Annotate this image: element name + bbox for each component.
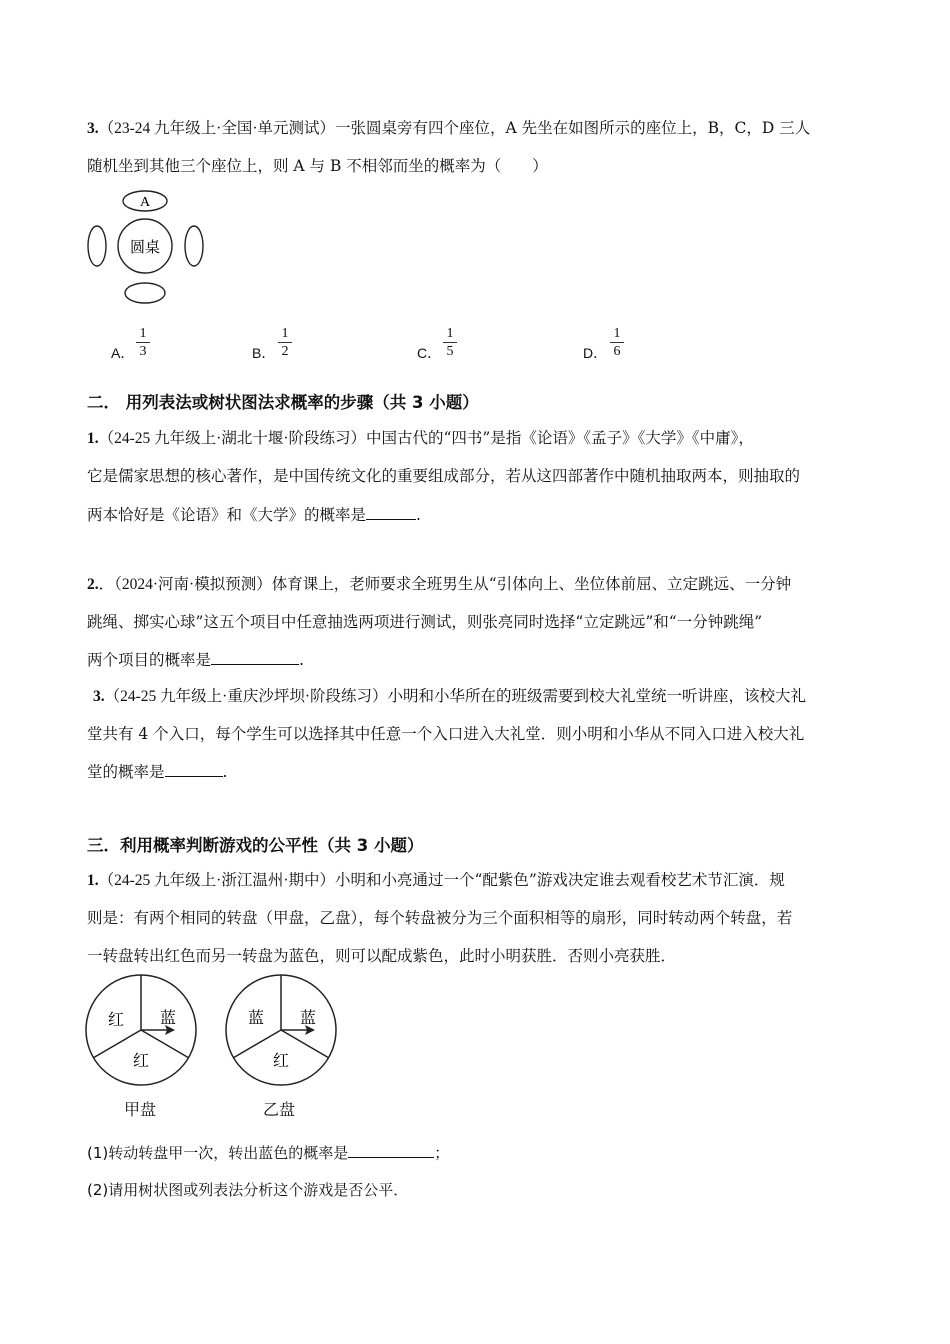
question-text: 体育课上，老师要求全班男生从“引体向上、坐位体前屈、立定跳远、一分钟 (271, 575, 792, 593)
section-2-title: 二． 用列表法或树状图法求概率的步骤（共 3 小题） (87, 393, 479, 412)
sector-label-bottom: 红 (132, 1051, 150, 1070)
s3-q1-line2: 则是：有两个相同的转盘（甲盘，乙盘），每个转盘被分为三个面积相等的扇形，同时转动两个转盘，若 (87, 909, 793, 927)
denominator: 2 (281, 344, 289, 359)
period: . (222, 763, 228, 781)
question-number: 2. (87, 576, 99, 593)
numerator: 1 (613, 326, 621, 341)
question-text: 中国古代的“四书”是指《论语》《孟子》《大学》《中庸》， (366, 429, 754, 447)
denominator: 5 (446, 344, 454, 359)
denominator: 3 (139, 344, 147, 359)
question-text: 堂的概率是 (87, 763, 165, 781)
spinner-jia-caption: 甲盘 (124, 1100, 157, 1119)
seat-left (88, 226, 106, 266)
option-c-fraction (443, 326, 457, 359)
seat-right (185, 226, 203, 266)
question-source: ．（2024·河南·模拟预测） (98, 576, 272, 593)
s2-q1-line1 (87, 427, 754, 450)
q3-line1 (87, 117, 810, 140)
numerator: 1 (281, 326, 289, 341)
question-number: 3. (93, 688, 105, 705)
spinner-yi-caption: 乙盘 (263, 1100, 296, 1119)
question-text: 两本恰好是《论语》和《大学》的概率是 (87, 506, 367, 524)
numerator: 1 (446, 326, 454, 341)
option-d-fraction (610, 326, 624, 359)
s2-q2-line3 (87, 649, 304, 671)
sub-question-text: (1)转动转盘甲一次，转出蓝色的概率是 (87, 1144, 349, 1162)
s2-q1-line3 (87, 504, 421, 526)
q3-line2: 随机坐到其他三个座位上，则 A 与 B 不相邻而坐的概率为（ ） (87, 157, 548, 175)
s3-q1-sub1 (87, 1142, 449, 1163)
question-text: 一张圆桌旁有四个座位，A 先坐在如图所示的座位上，B，C，D 三人 (335, 119, 811, 137)
spinner-yi (224, 973, 340, 1089)
s2-q2-line1 (87, 573, 791, 596)
option-a-fraction (136, 326, 150, 359)
option-c-label: C． (417, 345, 442, 361)
option-d-label: D． (583, 345, 608, 361)
round-table-label: 圆桌 (129, 238, 161, 256)
option-b-fraction (278, 326, 292, 359)
sector-label-bottom: 红 (272, 1051, 290, 1070)
question-number: 3. (87, 120, 99, 137)
period: . (416, 506, 421, 524)
option-b-label: B． (252, 345, 276, 361)
semicolon: ； (434, 1144, 450, 1162)
round-table-figure (84, 186, 210, 308)
answer-blank[interactable] (348, 1143, 434, 1158)
question-text: 小明和小华所在的班级需要到校大礼堂统一听讲座，该校大礼 (387, 687, 807, 705)
sector-label-left: 蓝 (247, 1008, 265, 1027)
sector-label-right: 蓝 (299, 1008, 317, 1027)
answer-blank[interactable] (366, 505, 416, 520)
period: . (299, 651, 304, 669)
question-number: 1. (87, 430, 99, 447)
sector-label-right: 蓝 (159, 1008, 177, 1027)
s2-q1-line2: 它是儒家思想的核心著作，是中国传统文化的重要组成部分，若从这四部著作中随机抽取两本，则抽取的 (87, 467, 801, 485)
spinner-jia (84, 973, 200, 1089)
denominator: 6 (613, 344, 621, 359)
question-source: （23-24 九年级上·全国·单元测试） (98, 120, 335, 137)
s2-q3-line3 (87, 761, 227, 783)
question-number: 1. (87, 872, 99, 889)
s3-q1-line1 (87, 869, 785, 892)
seat-a-label: A (139, 195, 151, 210)
question-source: （24-25 九年级上·湖北十堰·阶段练习） (98, 430, 366, 447)
s3-q1-sub2: (2)请用树状图或列表法分析这个游戏是否公平． (87, 1181, 409, 1199)
question-text: 两个项目的概率是 (87, 651, 212, 669)
numerator: 1 (139, 326, 147, 341)
s2-q3-line2: 堂共有 4 个入口，每个学生可以选择其中任意一个入口进入大礼堂．则小明和小华从不同入口进入校大礼 (87, 725, 805, 743)
s3-q1-line3: 一转盘转出红色而另一转盘为蓝色，则可以配成紫色，此时小明获胜．否则小亮获胜． (87, 947, 677, 965)
s2-q3-line1 (93, 685, 806, 708)
answer-blank[interactable] (211, 650, 299, 665)
question-source: （24-25 九年级上·重庆沙坪坝·阶段练习） (104, 688, 388, 705)
question-text: 小明和小亮通过一个“配紫色”游戏决定谁去观看校艺术节汇演．规 (335, 871, 785, 889)
answer-blank[interactable] (165, 762, 223, 777)
seat-bottom (125, 283, 165, 303)
section-3-title: 三．利用概率判断游戏的公平性（共 3 小题） (87, 836, 424, 855)
question-source: （24-25 九年级上·浙江温州·期中） (98, 872, 335, 889)
s2-q2-line2: 跳绳、掷实心球”这五个项目中任意抽选两项进行测试，则张亮同时选择“立定跳远”和“一分钟跳绳” (87, 613, 763, 631)
sector-label-left: 红 (107, 1010, 125, 1029)
option-a-label: A． (111, 345, 135, 361)
